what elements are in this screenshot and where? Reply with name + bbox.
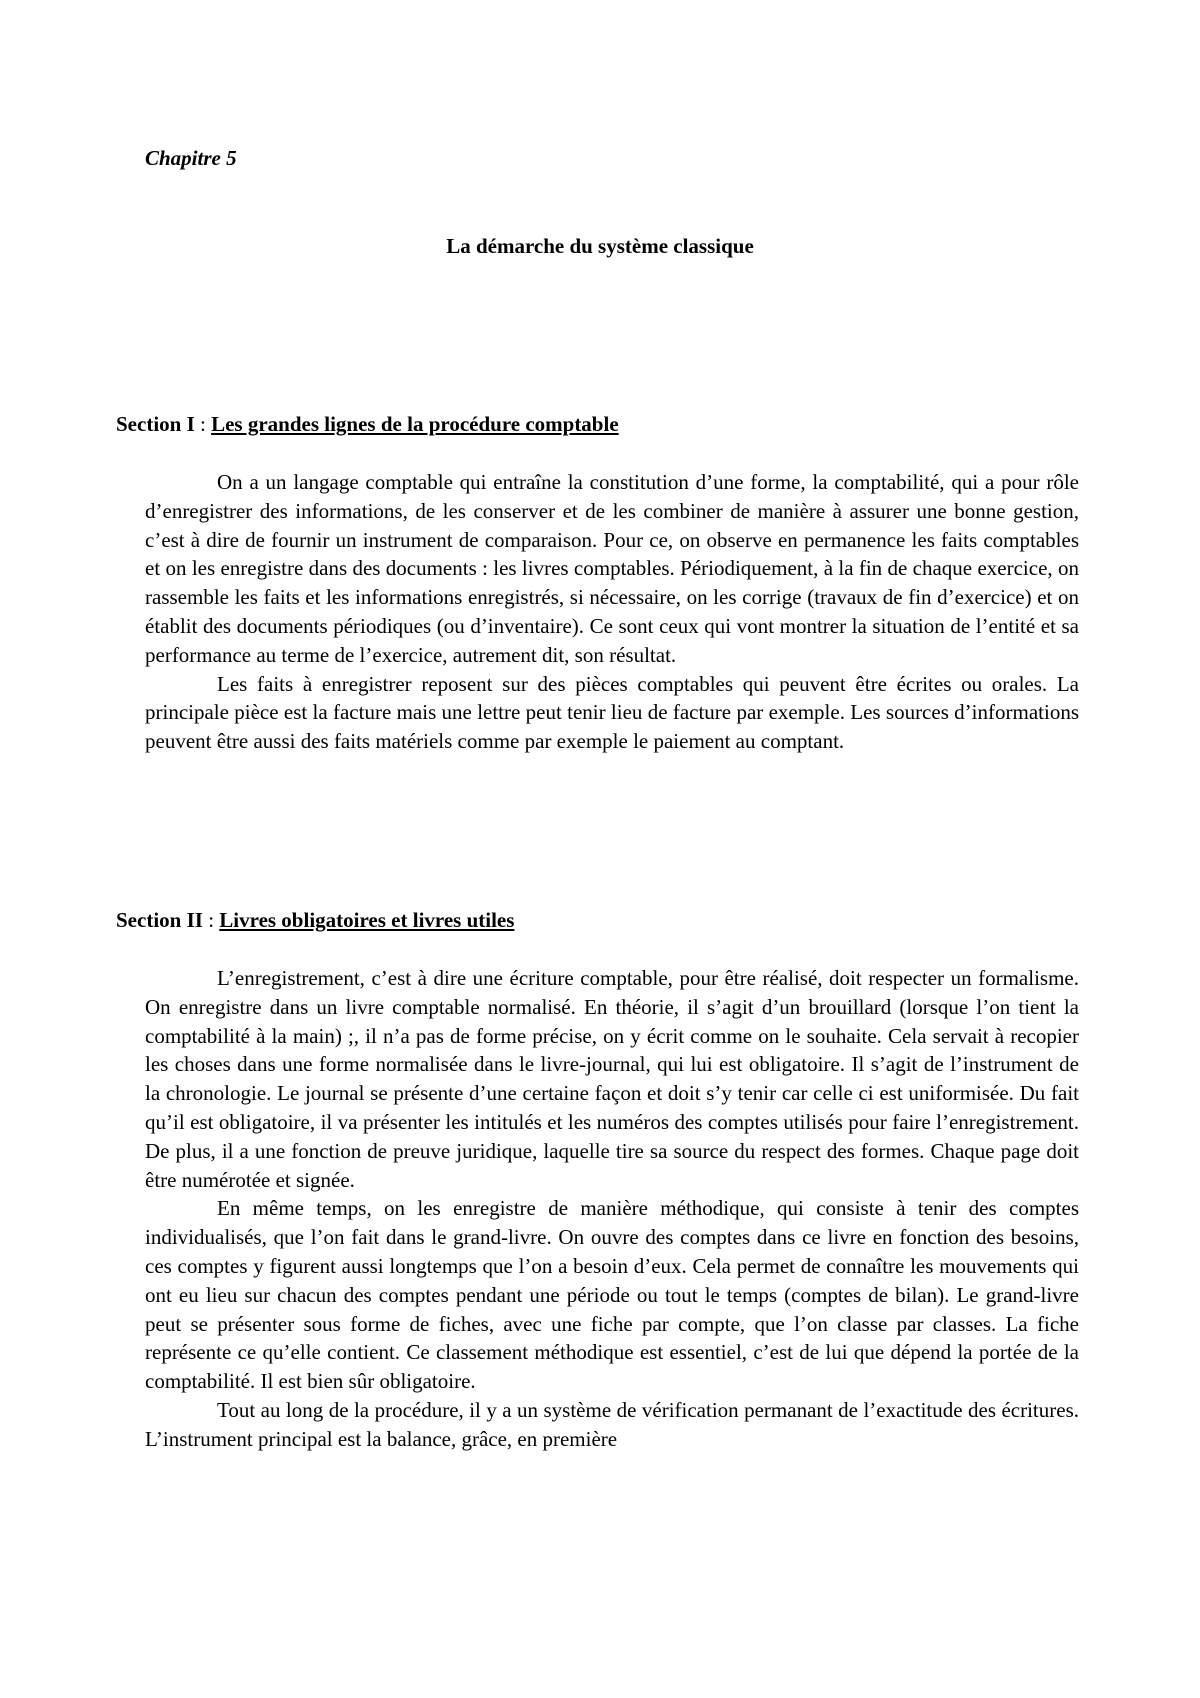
- section-heading: [116, 906, 1084, 934]
- section-1: [116, 410, 1084, 756]
- section-heading: [116, 410, 1084, 438]
- section-name: Les grandes lignes de la procédure comptable: [211, 412, 619, 436]
- paragraph: On a un langage comptable qui entraîne la constitution d’une forme, la comptabilité, qui a pour rôle d’enregistrer des informations, de les conserver et de les combiner de manière à assurer une bonne gestion, c’est à dire de fournir un instrument de comparaison. Pour ce, on observe en permanence les faits comptables et on les enregistre dans des documents : les livres comptables. Périodiquement, à la fin de chaque exercice, on rassemble les faits et les informations enregistrés, si nécessaire, on les corrige (travaux de fin d’exercice) et on établit des documents périodiques (ou d’inventaire). Ce sont ceux qui vont montrer la situation de l’entité et sa performance au terme de l’exercice, autrement dit, son résultat.: [145, 470, 1079, 667]
- document-title: La démarche du système classique: [446, 234, 754, 258]
- chapter-label: Chapitre 5: [145, 146, 237, 170]
- section-label: Section I: [116, 412, 195, 436]
- section-separator: :: [194, 412, 212, 436]
- section-body: [145, 468, 1079, 756]
- section-label: Section II: [116, 908, 203, 932]
- paragraph: En même temps, on les enregistre de manière méthodique, qui consiste à tenir des comptes individualisés, que l’on fait dans le grand-livre. On ouvre des comptes dans ce livre en fonction des besoins, ces comptes y figurent aussi longtemps que l’on a besoin d’eux. Cela permet de connaître les mouvements qui ont eu lieu sur chacun des comptes pendant une période ou tout le temps (comptes de bilan). Le grand-livre peut se présenter sous forme de fiches, avec une fiche par compte, que l’on classe par classes. La fiche représente ce qu’elle contient. Ce classement méthodique est essentiel, c’est de lui que dépend la portée de la comptabilité. Il est bien sûr obligatoire.: [145, 1196, 1079, 1394]
- section-name: Livres obligatoires et livres utiles: [219, 908, 515, 932]
- section-separator: :: [202, 908, 220, 932]
- paragraph: Tout au long de la procédure, il y a un système de vérification permanant de l’exactitude des écritures. L’instrument principal est la balance, grâce, en première: [145, 1397, 1079, 1451]
- section-body: [145, 964, 1079, 1454]
- section-2: [116, 906, 1084, 1454]
- paragraph: Les faits à enregistrer reposent sur des pièces comptables qui peuvent être écrites ou orales. La principale pièce est la facture mais une lettre peut tenir lieu de facture par exemple. Les sources d’informations peuvent être aussi des faits matériels comme par exemple le paiement au comptant.: [145, 671, 1079, 754]
- paragraph: L’enregistrement, c’est à dire une écriture comptable, pour être réalisé, doit respecter un formalisme. On enregistre dans un livre comptable normalisé. En théorie, il s’agit d’un brouillard (lorsque l’on tient la comptabilité à la main) ;, il n’a pas de forme précise, on y écrit comme on le souhaite. Cela servait à recopier les choses dans une forme normalisée dans le livre-journal, qui lui est obligatoire. Il s’agit de l’instrument de la chronologie. Le journal se présente d’une certaine façon et doit s’y tenir car celle ci est uniformisée. Du fait qu’il est obligatoire, il va présenter les intitulés et les numéros des comptes utilisés pour faire l’enregistrement. De plus, il a une fonction de preuve juridique, laquelle tire sa source du respect des formes. Chaque page doit être numérotée et signée.: [145, 966, 1079, 1192]
